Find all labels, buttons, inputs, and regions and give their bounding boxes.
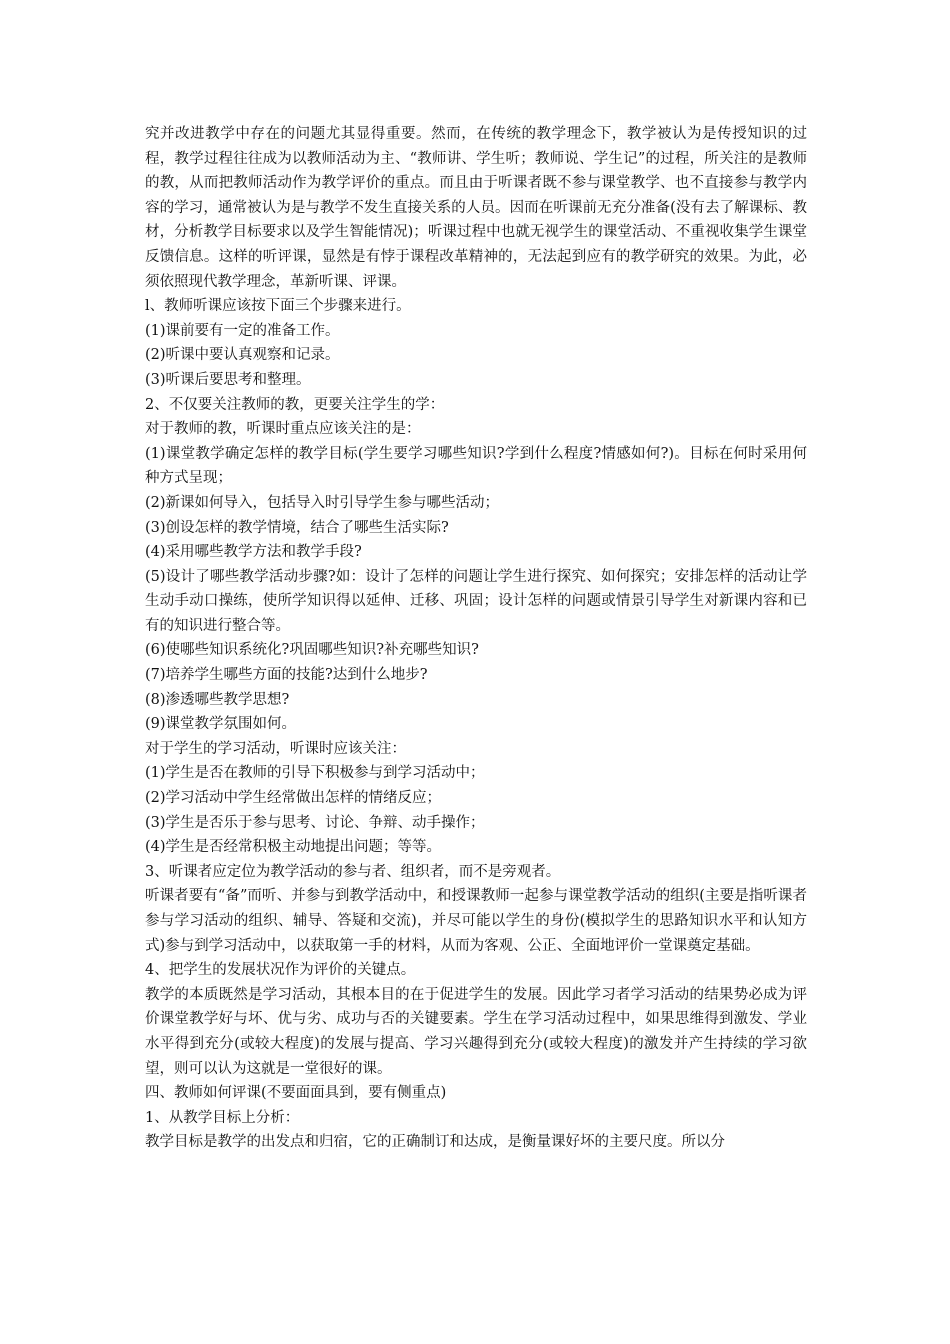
list-item: (1)课前要有一定的准备工作。 xyxy=(145,322,340,339)
list-item: (3)学生是否乐于参与思考、讨论、争辩、动手操作； xyxy=(145,814,485,831)
list-item: (3)听课后要思考和整理。 xyxy=(145,371,311,388)
list-item: (4)采用哪些教学方法和教学手段? xyxy=(145,544,362,561)
paragraph-student-development: 教学的本质既然是学习活动，其根本目的在于促进学生的发展。因此学习者学习活动的结果势必成为评价课堂教学好与坏、优与劣、成功与否的关键要素。学生在学习活动过程中，如果思维得到激发、学业水平得到充分(或较大程度)的发展与提高、学习兴趣得到充分(或较大程度)的激发并产生持续的学习欲望，则可以认为这就是一堂很好的课。 xyxy=(145,986,807,1077)
paragraph-participant-role: 听课者要有“备”而听、并参与到教学活动中，和授课教师一起参与课堂教学活动的组织(主要是指听课者参与学习活动的组织、辅导、答疑和交流)，并尽可能以学生的身份(模拟学生的思路知识水平和认知方式)参与到学习活动中，以获取第一手的材料，从而为客观、公正、全面地评价一堂课奠定基础。 xyxy=(145,888,807,954)
list-item: (1)学生是否在教师的引导下积极参与到学习活动中； xyxy=(145,765,485,782)
paragraph-intro: 究并改进教学中存在的问题尤其显得重要。然而，在传统的教学理念下，教学被认为是传授知识的过程，教学过程往往成为以教师活动为主、“教师讲、学生听；教师说、学生记”的过程，所关注的是教师的教，从而把教师活动作为教学评价的重点。而且由于听课者既不参与课堂教学、也不直接参与教学内容的学习，通常被认为是与教学不发生直接关系的人员。因而在听课前无充分准备(没有去了解课标、教材，分析教学目标要求以及学生智能情况)；听课过程中也就无视学生的课堂活动、不重视收集学生课堂反馈信息。这样的听评课，显然是有悖于课程改革精神的，无法起到应有的教学研究的效果。为此，必须依照现代教学理念，革新听课、评课。 xyxy=(145,126,807,290)
heading-teaching-goals: 1、从教学目标上分析： xyxy=(145,1109,300,1126)
heading-listening-steps: l、教师听课应该按下面三个步骤来进行。 xyxy=(145,298,411,315)
paragraph-teaching-goals: 教学目标是教学的出发点和归宿，它的正确制订和达成，是衡量课好坏的主要尺度。所以分 xyxy=(145,1134,725,1151)
document-page xyxy=(145,122,807,1155)
section-heading-evaluation: 四、教师如何评课(不要面面具到，要有侧重点) xyxy=(145,1085,447,1102)
list-item: (9)课堂教学氛围如何。 xyxy=(145,716,297,733)
list-item: (2)听课中要认真观察和记录。 xyxy=(145,347,340,364)
list-item: (7)培养学生哪些方面的技能?达到什么地步? xyxy=(145,667,428,684)
list-item: (4)学生是否经常积极主动地提出问题；等等。 xyxy=(145,839,442,856)
list-item: (2)新课如何导入，包括导入时引导学生参与哪些活动； xyxy=(145,494,500,511)
paragraph-teacher-focus: 对于教师的教，听课时重点应该关注的是： xyxy=(145,421,421,438)
list-item: (5)设计了哪些教学活动步骤?如：设计了怎样的问题让学生进行探究、如何探究；安排怎样的活动让学生动手动口操练，使所学知识得以延伸、迁移、巩固；设计怎样的问题或情景引导学生对新课内容和已有的知识进行整合等。 xyxy=(145,568,807,634)
list-item: (6)使哪些知识系统化?巩固哪些知识?补充哪些知识? xyxy=(145,642,479,659)
list-item: (8)渗透哪些教学思想? xyxy=(145,691,290,708)
heading-focus-on-students: 2、不仅要关注教师的教，更要关注学生的学： xyxy=(145,396,445,413)
paragraph-student-focus: 对于学生的学习活动，听课时应该关注： xyxy=(145,740,406,757)
list-item: (3)创设怎样的教学情境，结合了哪些生活实际? xyxy=(145,519,449,536)
heading-student-development: 4、把学生的发展状况作为评价的关键点。 xyxy=(145,962,416,979)
heading-participant-role: 3、听课者应定位为教学活动的参与者、组织者，而不是旁观者。 xyxy=(145,863,561,880)
list-item: (1)课堂教学确定怎样的教学目标(学生要学习哪些知识?学到什么程度?情感如何?)。目标在何时采用何种方式呈现； xyxy=(145,445,807,487)
list-item: (2)学习活动中学生经常做出怎样的情绪反应； xyxy=(145,790,442,807)
